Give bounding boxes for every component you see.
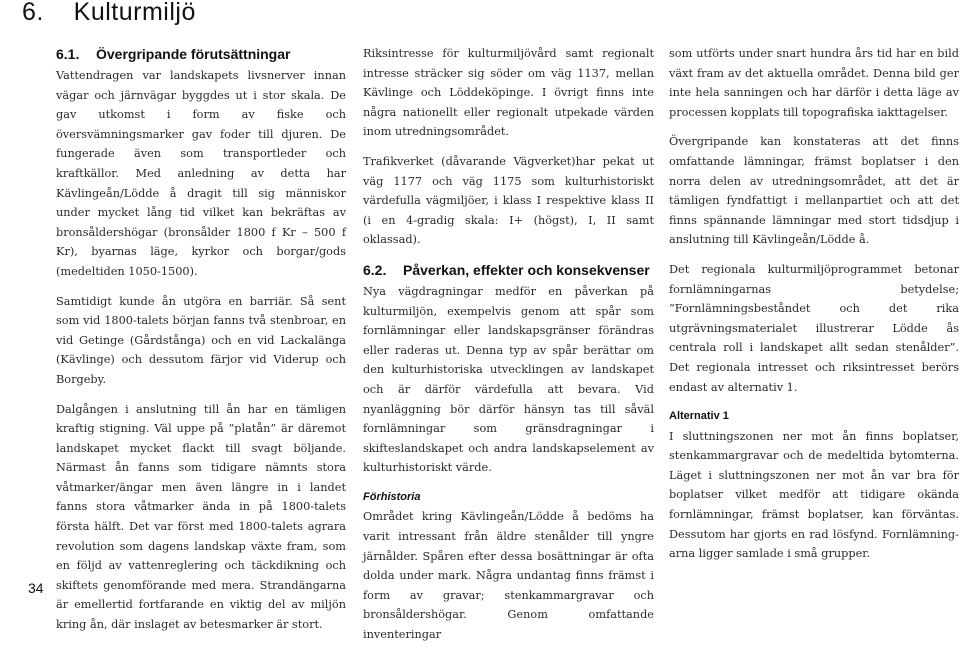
chapter-title [22, 0, 196, 27]
paragraph: Dalgången i anslutning till ån har en tämligen kraftig stigning. Väl uppe på ”platån” är däremot landskapet mycket flackt till svagt böljande. Närmast ån fanns som tidigare nämnts stora våtmarker/ängar men även längre in i landet fanns stora våtmarker ända in på 1800-talets första hälft. Det var först med 1800-talets agrara revolution som dagens landskap växte fram, som en följd av vattenreglering och täckdikning och skiftets genomförande med mera. Strandängarna är emellertid fortfarande en viktig del av miljön kring ån, där inslaget av betesmarker är stort. [56, 402, 346, 632]
column-right [669, 44, 959, 574]
subheading-forhistoria: Förhistoria [363, 490, 421, 503]
section-number: 6.2. [363, 261, 387, 278]
paragraph: som utförts under snart hundra års tid har en bild växt fram av det aktuella området. Denna bild ger inte hela sanningen och har därför i detta läge av processen kopplats till topografiska iakttagelser. [669, 47, 959, 119]
paragraph: Nya vägdragningar medför en påverkan på kulturmiljön, exempelvis genom att spår som fornlämningar eller landskapsgränser förändras eller raderas ut. Denna typ av spår berättar om den kulturhistoriska utvecklingen av landskapet och är därför värdefulla att bevara. Vid nyanläggning bör därför hänsyn tas till såväl fornlämningar som gränsdragningar i skifteslandskapet och andra landskapselement av kulturhistoriskt värde. [363, 284, 654, 475]
section-number: 6.1. [56, 46, 80, 62]
paragraph: Vattendragen var landskapets livsnerver innan vägar och järnvägar byggdes ut i stor skala. De gav utkomst i form av fiske och översvämningsmarker gav foder till djuren. De fungerade även som transportleder och kraftkällor. Med anledning av detta har Kävlingeån/Lödde å dragit till sig människor under mycket lång tid vilket kan bekräftas av bronsåldershögar (bronsålder 1800 f Kr – 500 f Kr), byarnas läge, kyrkor och borgar/gods (medeltiden 1050-1500). [56, 69, 346, 278]
paragraph: Det regionala kulturmiljöprogrammet betonar fornlämningarnas betydelse; ”Fornlämningsbeståndet och det rika utgrävningsmaterialet illustrerar Lödde ås centrala roll i landskapet allt sedan stenålder”. Det regionala intresset och riksintresset berörs endast av alternativ 1. [669, 262, 959, 394]
column-left [56, 44, 346, 645]
page-number: 34 [28, 580, 44, 596]
subheading-alternativ-1: Alternativ 1 [669, 410, 729, 423]
section-heading-6-1 [56, 44, 346, 64]
chapter-name: Kulturmiljö [73, 0, 196, 26]
paragraph: Samtidigt kunde ån utgöra en barriär. Så sent som vid 1800-talets början fanns två stenbroar, en vid Getinge (Gårdstånga) och en vid Lackalänga (Kävlinge) och dessutom färjor vid Viderup och Borgeby. [56, 294, 346, 386]
section-title: Påverkan, effekter och konsekvenser [403, 261, 650, 278]
paragraph: I sluttningszonen ner mot ån finns boplatser, stenkammargravar och de medeltida bytomterna. Läget i sluttningszonen ner mot ån var bra för boplatser vilket medför att tidigare okända fornlämningar, främst boplatser, kan förväntas. Dessutom har gjorts en rad lösfynd. Fornlämningarna ligger samlade i små grupper. [669, 429, 959, 561]
section-heading-6-2 [363, 260, 654, 280]
paragraph: Övergripande kan konstateras att det finns omfattande lämningar, främst boplatser i den norra delen av utredningsområdet, att det är tämligen fyndfattigt i mellanpartiet och att det finns spännande lämningar med stort tidsdjup i anslutning till Kävlingeån/Lödde å. [669, 135, 959, 247]
paragraph: Trafikverket (dåvarande Vägverket)har pekat ut väg 1177 och väg 1175 som kulturhistoriskt värdefulla vägmiljöer, i klass I respektive klass II (i en 4-gradig skala: I+ (högst), I, II samt oklassad). [363, 154, 654, 247]
chapter-number: 6. [22, 0, 44, 26]
paragraph: Riksintresse för kulturmiljövård samt regionalt intresse sträcker sig söder om väg 1137, mellan Kävlinge och Löddeköpinge. I övrigt finns inte några nationellt eller regionalt utpekade värden inom utredningsområdet. [363, 47, 654, 139]
paragraph: Området kring Kävlingeån/Lödde å bedöms ha varit intressant från äldre stenålder till yngre järnålder. Spåren efter dessa bosättningar är ofta dolda under mark. Några undantag finns främst i form av gravar; stenkammargravar och bronsåldershögar. Genom omfattande inventeringar [363, 510, 654, 642]
section-title: Övergripande förutsättningar [96, 46, 291, 62]
column-middle [363, 44, 654, 655]
